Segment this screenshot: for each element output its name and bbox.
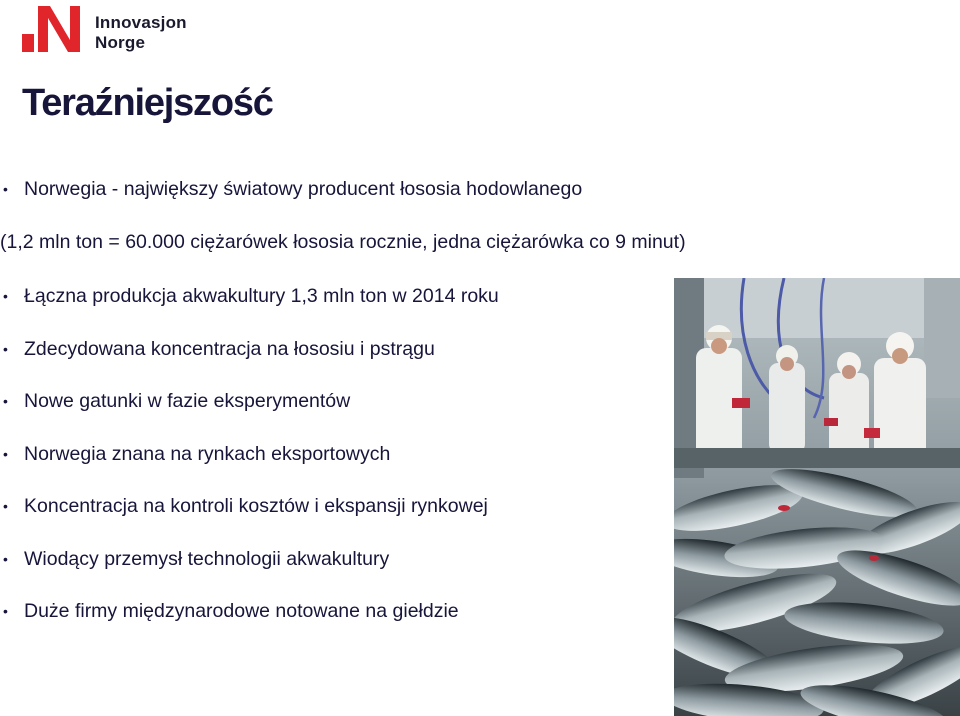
- logo-line-1: Innovasjon: [95, 13, 187, 32]
- bullet-item: [3, 600, 459, 623]
- bullet-item: [3, 495, 488, 518]
- bullet-item: [3, 178, 583, 201]
- bullet-text: Nowe gatunki w fazie eksperymentów: [24, 390, 351, 412]
- bullet-item: [3, 443, 391, 466]
- bullet-text: Zdecydowana koncentracja na łososiu i pstrągu: [24, 338, 435, 360]
- bullet-text: Norwegia znana na rynkach eksportowych: [24, 443, 391, 465]
- bullet-dot-icon: •: [3, 498, 8, 514]
- bullet-dot-icon: •: [3, 551, 8, 567]
- bullet-text: Duże firmy międzynarodowe notowane na giełdzie: [24, 600, 459, 622]
- bullet-text: Łączna produkcja akwakultury 1,3 mln ton w 2014 roku: [24, 285, 499, 307]
- bullet-text: Koncentracja na kontroli kosztów i ekspansji rynkowej: [24, 495, 488, 517]
- bullet-item: [3, 390, 351, 413]
- bullet-item: [3, 338, 435, 361]
- bullet-dot-icon: •: [3, 393, 8, 409]
- salmon-processing-photo: [674, 278, 960, 716]
- bullet-dot-icon: •: [3, 603, 8, 619]
- slide-title: Teraźniejszość: [22, 82, 273, 124]
- bullet-dot-icon: •: [3, 288, 8, 304]
- bullet-item: [3, 548, 390, 571]
- bullet-dot-icon: •: [3, 181, 8, 197]
- bullet-dot-icon: •: [3, 341, 8, 357]
- bullet-text: Wiodący przemysł technologii akwakultury: [24, 548, 390, 570]
- bullet-item: [3, 285, 499, 308]
- logo-line-2: Norge: [95, 33, 146, 52]
- bullet-dot-icon: •: [3, 446, 8, 462]
- bullet-text: Norwegia - największy światowy producent łososia hodowlanego: [24, 178, 583, 200]
- note-line: [0, 231, 686, 254]
- note-text: (1,2 mln ton = 60.000 ciężarówek łososia rocznie, jedna ciężarówka co 9 minut): [0, 231, 686, 253]
